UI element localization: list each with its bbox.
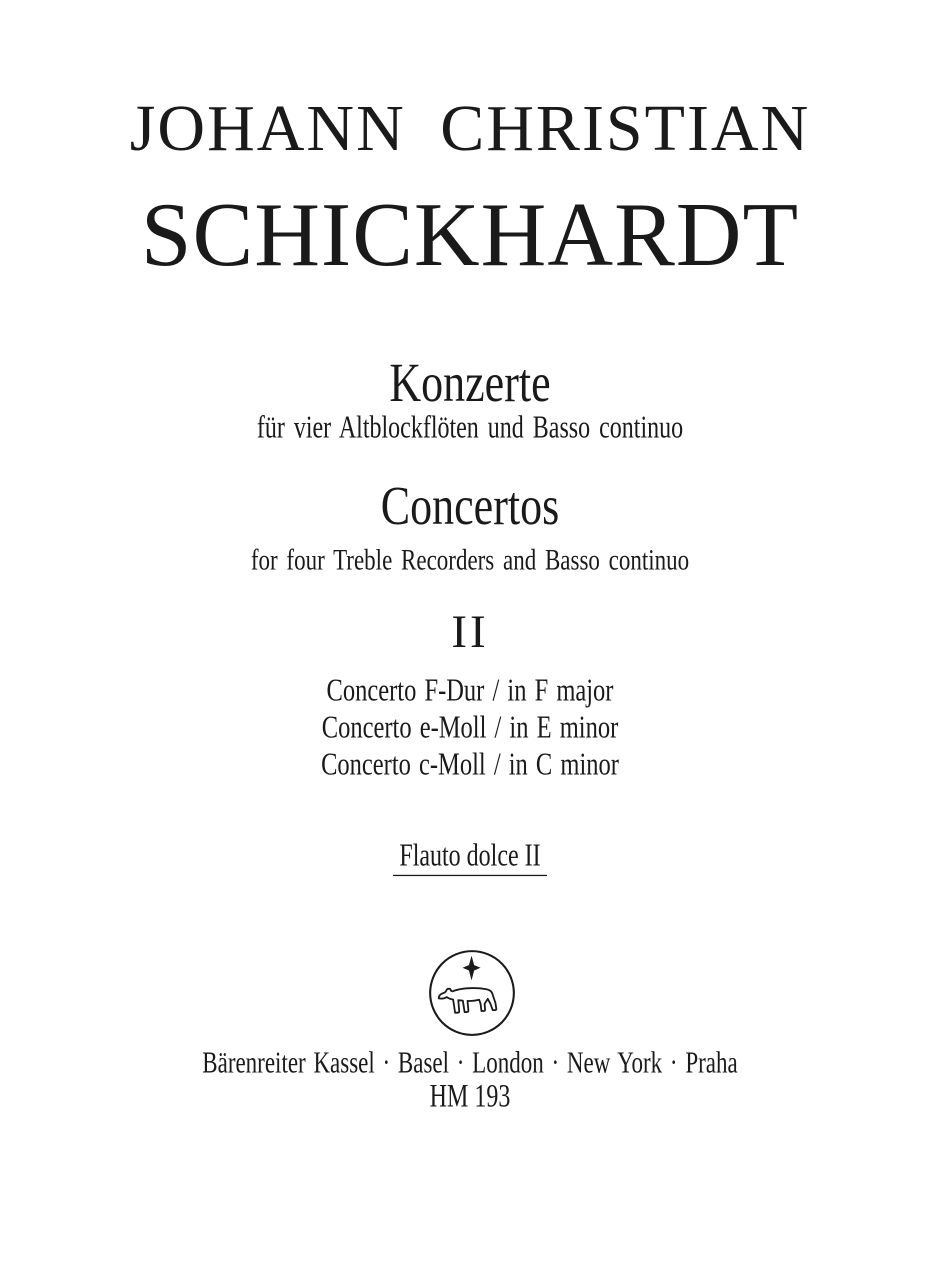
concerto-list-item-2: Concerto e-Moll / in E minor	[321, 710, 619, 746]
concerto-list-item-3: Concerto c-Moll / in C minor	[321, 747, 619, 783]
part-name: Flauto dolce II	[393, 841, 546, 876]
bear-icon	[439, 988, 497, 1013]
part-name-line	[0, 841, 940, 876]
catalog-number: HM 193	[429, 1079, 511, 1115]
title-english: Concertos	[380, 475, 560, 537]
subtitle-german: für vier Altblockflöten und Basso continuo	[256, 411, 684, 446]
volume-numeral: II	[451, 606, 489, 658]
composer-name-line2: SCHICKHARDT	[140, 184, 800, 285]
publisher-cities-line: Bärenreiter Kassel · Basel · London · New York · Praha	[202, 1045, 738, 1080]
subtitle-english: for four Treble Recorders and Basso continuo	[250, 543, 690, 577]
concerto-list-item-1: Concerto F-Dur / in F major	[326, 673, 614, 709]
composer-name-line1: JOHANN CHRISTIAN	[129, 92, 811, 165]
star-icon	[463, 956, 481, 981]
title-german: Konzerte	[389, 352, 551, 414]
publisher-logo	[427, 948, 517, 1038]
